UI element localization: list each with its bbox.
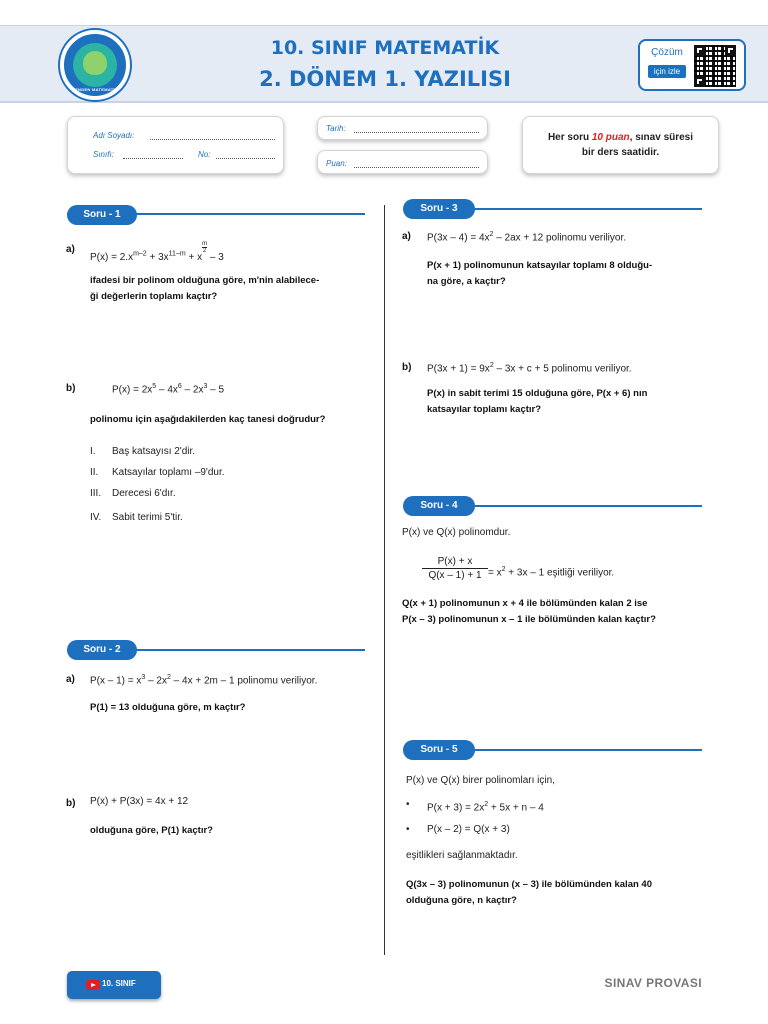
q2-a-question: P(1) = 13 olduğuna göre, m kaçtır? <box>90 702 246 713</box>
qr-code-icon[interactable] <box>694 45 736 87</box>
page-subtitle: 2. DÖNEM 1. YAZILISI <box>259 67 511 91</box>
q5-after: eşitlikleri sağlanmaktadır. <box>406 850 518 861</box>
score-label: Puan: <box>326 159 347 168</box>
q1-b-formula: $P(x) = 2x^5 - 4x^6 - 2x^3 - 5$ <box>112 383 225 396</box>
page-title: 10. SINIF MATEMATİK <box>270 37 500 59</box>
q1-item-num: III. <box>90 488 102 499</box>
q5-bullet1: $P(x + 3) = 2x^2 + 5x + n - 4$ <box>427 801 544 814</box>
q1-item-num: IV. <box>90 512 102 523</box>
q3-a-question-line2: na göre, a kaçtır? <box>427 276 506 287</box>
q3-badge: Soru - 3 <box>403 199 475 219</box>
logo-text: BENDEN MATEMATİK <box>71 87 119 92</box>
q1-item-text: Derecesi 6'dır. <box>112 488 176 499</box>
q1-a-question-line1: ifadesi bir polinom olduğuna göre, m'nin alabilece- <box>90 275 320 286</box>
q2-b-question: olduğuna göre, P(1) kaçtır? <box>90 825 213 836</box>
youtube-play-icon <box>86 980 100 990</box>
q4-fraction-denominator: Q(x – 1) + 1 <box>428 570 482 581</box>
name-label: Adı Soyadı: <box>93 131 135 140</box>
q2-a-label: a) <box>66 674 75 685</box>
name-field[interactable] <box>150 139 275 140</box>
points-highlight: 10 puan <box>591 132 630 143</box>
q2-badge: Soru - 2 <box>67 640 137 660</box>
exam-note-box <box>522 116 719 174</box>
date-label: Tarih: <box>326 124 346 133</box>
q1-b-question: polinomu için aşağıdakilerden kaç tanesi doğrudur? <box>90 414 326 425</box>
footer-button-label: 10. SINIF <box>102 979 136 988</box>
class-field[interactable] <box>123 158 183 159</box>
q4-equation: = $x^2 + 3x - 1$ eşitliği veriliyor. <box>488 566 615 579</box>
brain-icon <box>73 43 117 87</box>
q1-a-formula: $P(x) = 2.x^{m-2} + 3x^{11-m} + x$ $^{\frac{m}{2}}$ – 3 <box>90 241 224 263</box>
q4-badge: Soru - 4 <box>403 496 475 516</box>
q1-item-text: Baş katsayısı 2'dir. <box>112 446 196 457</box>
date-field[interactable] <box>354 132 479 133</box>
q1-item-text: Sabit terimi 5'tir. <box>112 512 183 523</box>
column-divider <box>384 205 385 955</box>
q3-b-question-line2: katsayılar toplamı kaçtır? <box>427 404 542 415</box>
date-box <box>317 116 488 140</box>
q5-question-line1: Q(3x – 3) polinomunun (x – 3) ile bölümünden kalan 40 <box>406 879 652 890</box>
bullet-icon: • <box>406 799 410 810</box>
q2-b-label: b) <box>66 798 76 809</box>
q3-a-label: a) <box>402 231 411 242</box>
watch-label: için izle <box>648 65 686 78</box>
q5-bullet2: P(x – 2) = Q(x + 3) <box>427 824 510 835</box>
q4-question-line2: P(x – 3) polinomunun x – 1 ile bölümünden kalan kaçtır? <box>402 614 656 625</box>
q5-intro: P(x) ve Q(x) birer polinomları için, <box>406 775 555 786</box>
q1-a-label: a) <box>66 244 75 255</box>
q1-a-question-line2: ği değerlerin toplamı kaçtır? <box>90 291 218 302</box>
bullet-icon: • <box>406 824 410 835</box>
q5-badge: Soru - 5 <box>403 740 475 760</box>
q1-b-label: b) <box>66 383 76 394</box>
q1-item-text: Katsayılar toplamı –9'dur. <box>112 467 225 478</box>
q2-b-formula: P(x) + P(3x) = 4x + 12 <box>90 796 189 807</box>
q5-question-line2: olduğuna göre, n kaçtır? <box>406 895 517 906</box>
q1-item-num: II. <box>90 467 99 478</box>
q4-fraction-numerator: P(x) + x <box>422 556 488 569</box>
q3-a-question-line1: P(x + 1) polinomunun katsayılar toplamı 8 olduğu- <box>427 260 653 271</box>
q3-b-question-line1: P(x) in sabit terimi 15 olduğuna göre, P(x + 6) nın <box>427 388 648 399</box>
q3-a-formula: $P(3x - 4) = 4x^2 - 2ax + 12$ polinomu veriliyor. <box>427 231 627 244</box>
q4-intro: P(x) ve Q(x) polinomdur. <box>402 527 511 538</box>
solution-video-link[interactable] <box>638 39 746 91</box>
q1-badge: Soru - 1 <box>67 205 137 225</box>
q4-fraction <box>422 556 488 581</box>
youtube-channel-button[interactable] <box>67 971 161 999</box>
class-label: Sınıfı: <box>93 150 114 159</box>
solution-label: Çözüm <box>651 47 683 58</box>
q4-question-line1: Q(x + 1) polinomunun x + 4 ile bölümünden kalan 2 ise <box>402 598 648 609</box>
no-label: No: <box>198 150 211 159</box>
brand-logo <box>60 30 130 100</box>
score-box <box>317 150 488 174</box>
student-info-box <box>67 116 284 174</box>
no-field[interactable] <box>216 158 275 159</box>
q3-b-label: b) <box>402 362 412 373</box>
q3-b-formula: $P(3x + 1) = 9x^2 - 3x + c + 5$ polinomu veriliyor. <box>427 362 632 375</box>
exam-note: Her soru 10 puan, sınav süresi bir ders saatidir. <box>547 132 694 158</box>
q1-item-num: I. <box>90 446 96 457</box>
score-field[interactable] <box>354 167 479 168</box>
footer-label: SINAV PROVASI <box>604 976 702 990</box>
q2-a-formula: $P(x - 1) = x^3 - 2x^2 - 4x + 2m - 1$ polinomu veriliyor. <box>90 674 318 687</box>
